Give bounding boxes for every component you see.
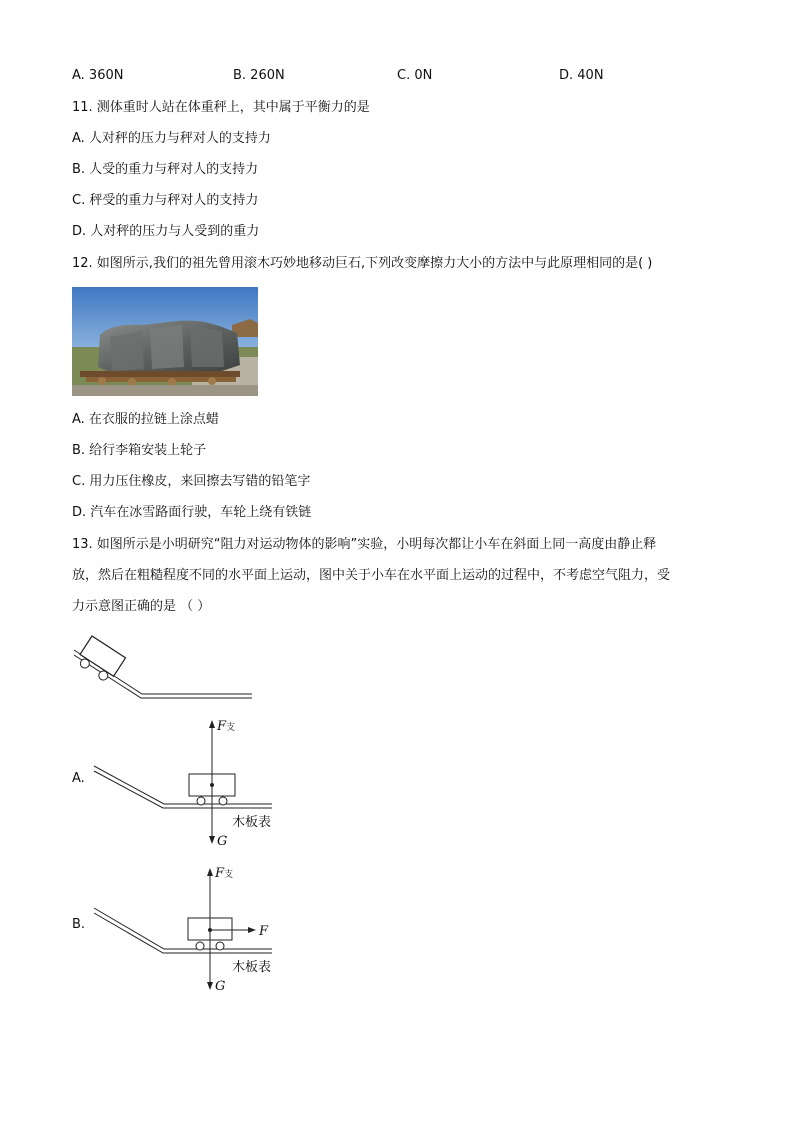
q13-stem-line-1: 13. 如图所示是小明研究“阻力对运动物体的影响”实验，小明每次都让小车在斜面上同一高度由静止释 — [72, 537, 657, 552]
choice-a-surface-label: 木板表 — [232, 815, 272, 830]
q10-option-c: C. 0N — [397, 68, 433, 83]
q11-option-c: C. 秤受的重力与秤对人的支持力 — [72, 193, 259, 208]
q13-stem-line-3: 力示意图正确的是 （ ） — [72, 599, 211, 614]
choice-a-gravity-label: G — [217, 834, 228, 849]
choice-b-force-diagram — [92, 866, 282, 996]
q10-option-b: B. 260N — [233, 68, 285, 83]
q12-option-a: A. 在衣服的拉链上涂点蜡 — [72, 412, 219, 427]
q12-option-d: D. 汽车在冰雪路面行驶，车轮上绕有铁链 — [72, 505, 312, 520]
q13-choice-b-label: B. — [72, 917, 86, 932]
q10-option-d: D. 40N — [559, 68, 604, 83]
q11-stem: 11. 测体重时人站在体重秤上，其中属于平衡力的是 — [72, 100, 370, 115]
incline-cart-figure — [70, 622, 256, 702]
q11-option-b: B. 人受的重力与秤对人的支持力 — [72, 162, 259, 177]
choice-b-push-force-label: F — [259, 924, 269, 939]
choice-b-surface-label: 木板表 — [232, 960, 272, 975]
choice-b-support-force-label: F支 — [215, 866, 234, 881]
choice-a-support-force-label: F支 — [217, 719, 236, 734]
q11-option-d: D. 人对秤的压力与人受到的重力 — [72, 224, 260, 239]
q12-stem: 12. 如图所示,我们的祖先曾用滚木巧妙地移动巨石,下列改变摩擦力大小的方法中与此原理相同的是( ) — [72, 256, 653, 271]
rolling-logs-photo — [72, 287, 258, 396]
choice-b-gravity-label: G — [215, 979, 226, 994]
q13-stem-line-2: 放，然后在粗糙程度不同的水平面上运动，图中关于小车在水平面上运动的过程中，不考虑空气阻力，受 — [72, 568, 671, 583]
q11-option-a: A. 人对秤的压力与秤对人的支持力 — [72, 131, 271, 146]
q10-option-a: A. 360N — [72, 68, 124, 83]
q13-choice-a-label: A. — [72, 771, 85, 786]
q12-option-b: B. 给行李箱安装上轮子 — [72, 443, 207, 458]
q12-option-c: C. 用力压住橡皮，来回擦去写错的铅笔字 — [72, 474, 311, 489]
